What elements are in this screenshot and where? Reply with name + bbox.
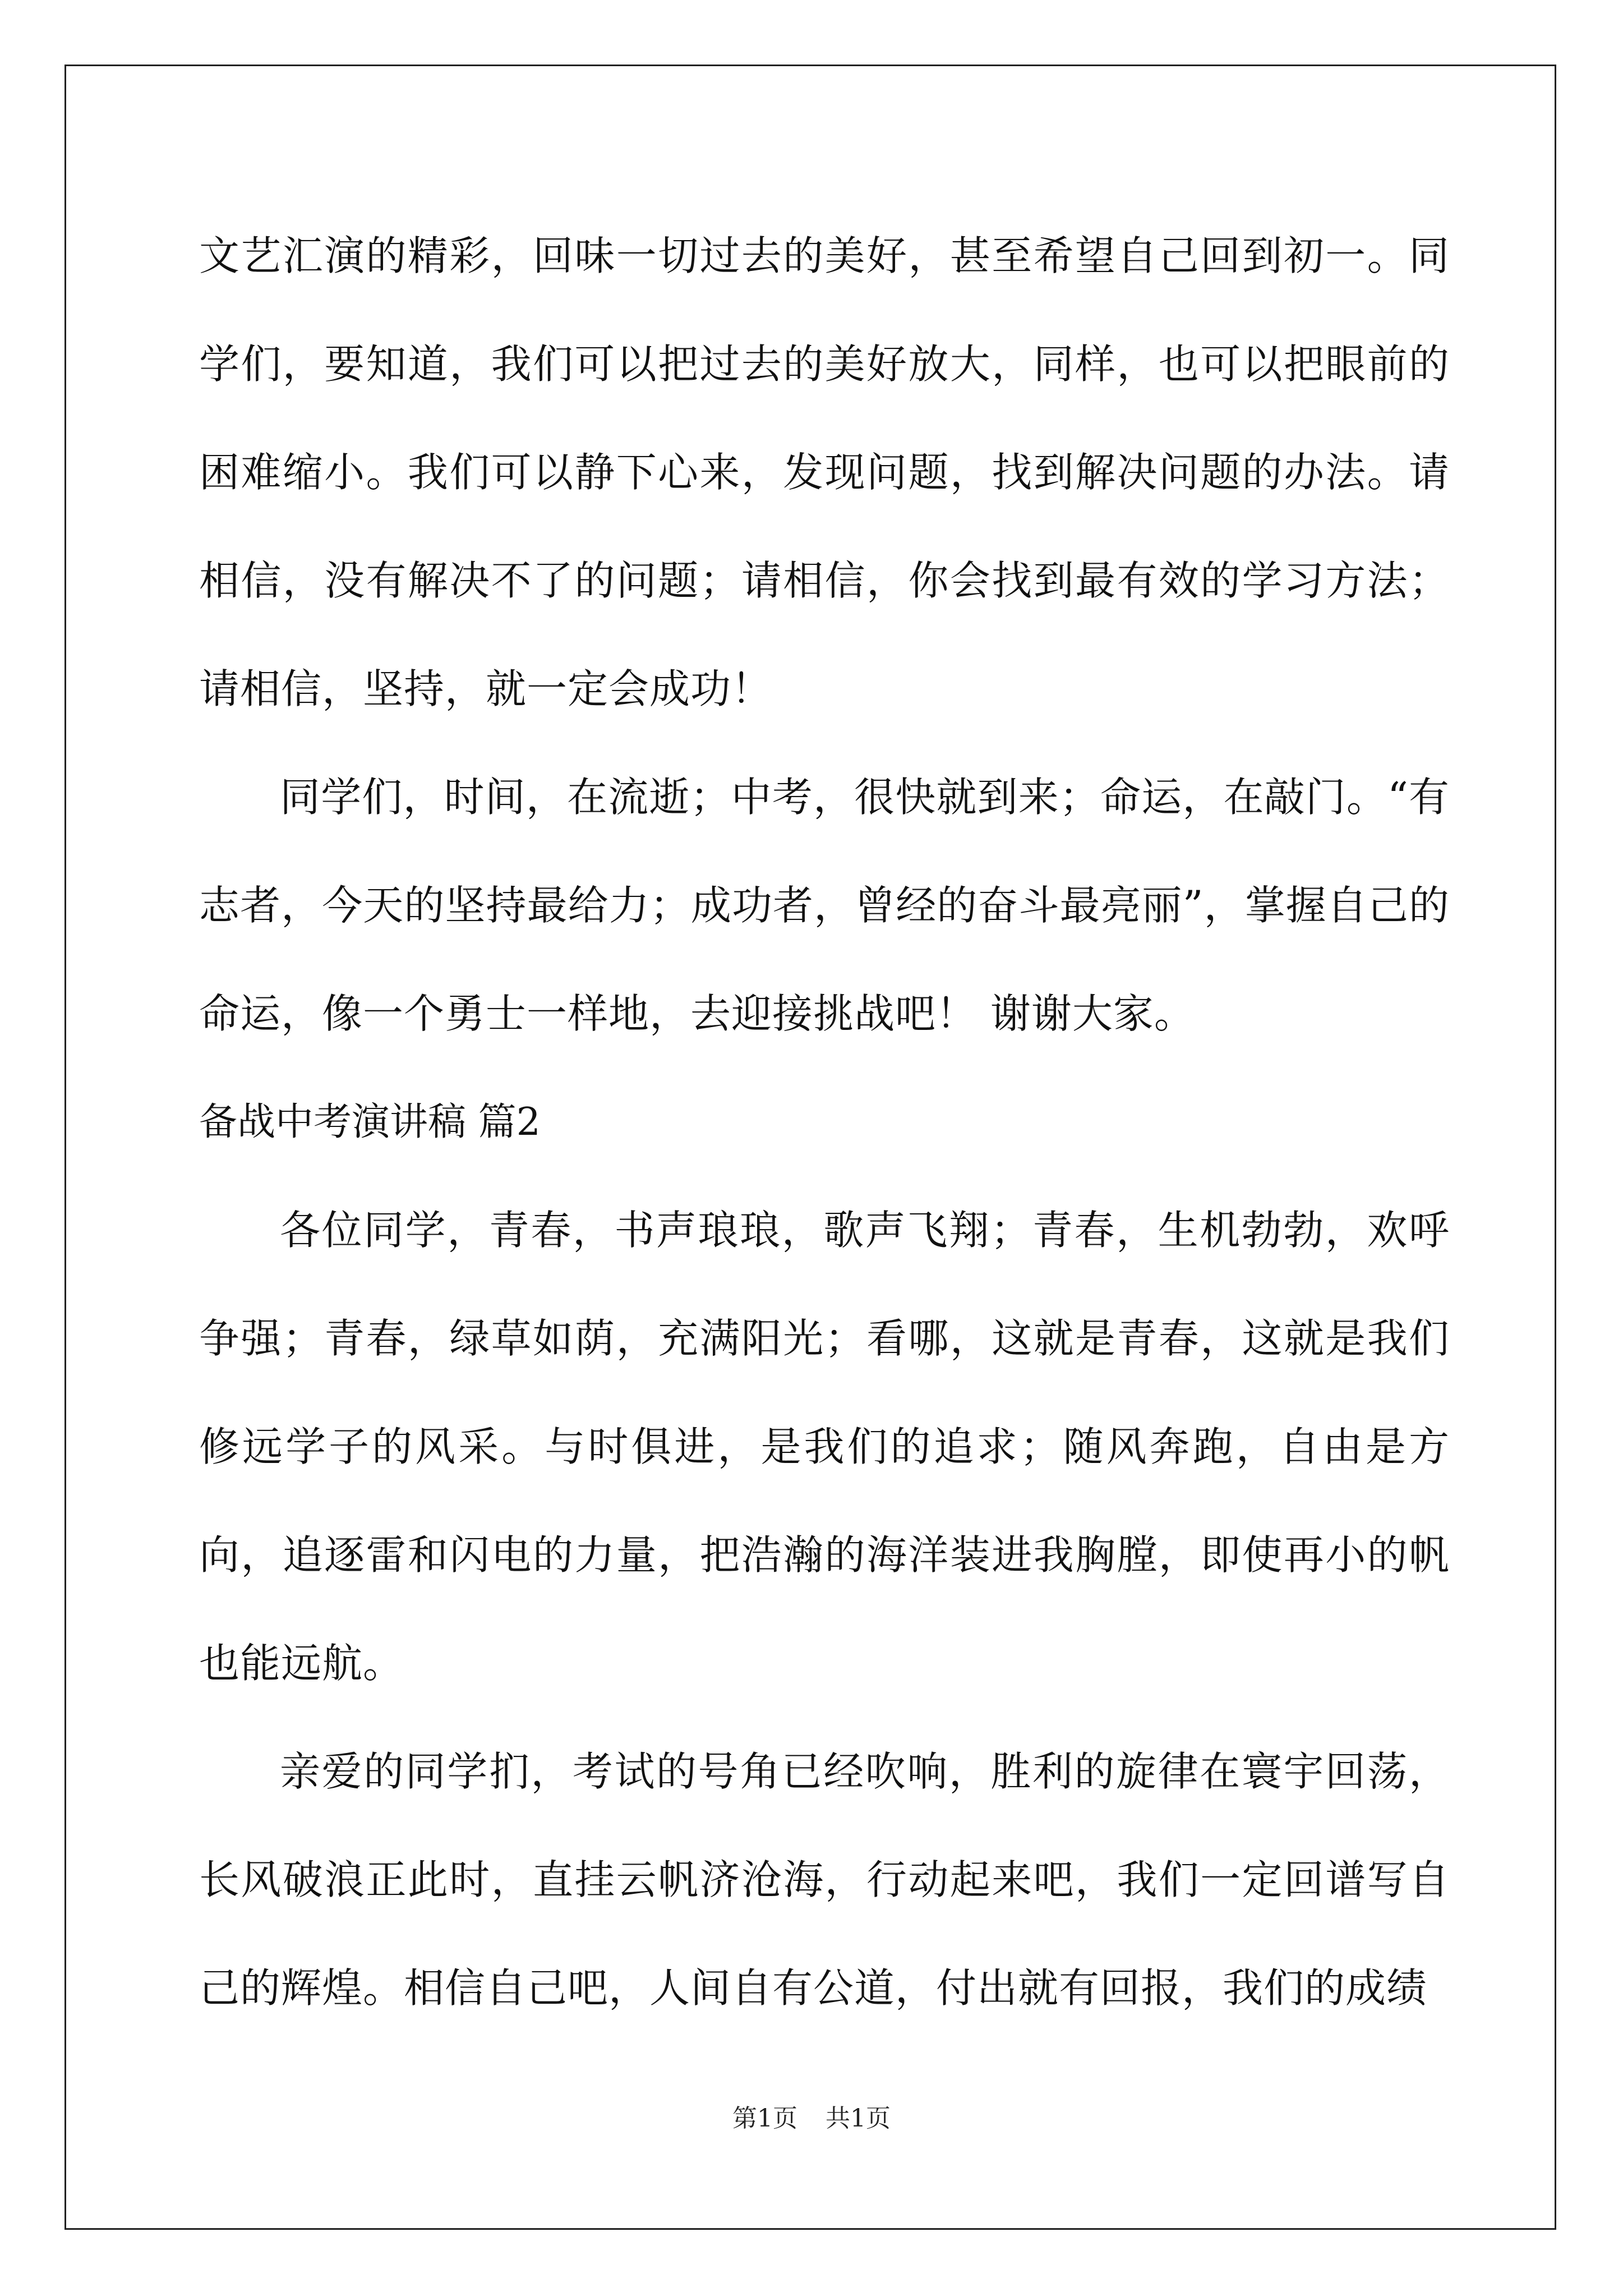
- page-number: 第1页: [732, 2104, 797, 2133]
- page-total: 共1页: [826, 2104, 891, 2133]
- paragraph-2: 同学们，时间，在流逝；中考，很快就到来；命运，在敲门。“有志者，今天的坚持最给力；成功者，曾经的奋斗最亮丽”，掌握自己的命运，像一个勇士一样地，去迎接挑战吧！ 谢谢大家。: [199, 774, 1450, 1037]
- paragraph-4: 亲爱的同学扪，考试的号角已经吹响，胜利的旋律在寰宇回荡，长风破浪正此时，直挂云帆济沧海，行动起来吧，我们一定回谱写自己的辉煌。相信自己吧，人间自有公道，付出就有回报，我们的成绩: [199, 1748, 1450, 2012]
- paragraph-1: 文艺汇演的精彩，回味一切过去的美好，甚至希望自己回到初一。同学们，要知道，我们可以把过去的美好放大，同样，也可以把眼前的困难缩小。我们可以静下心来，发现问题，找到解决问题的办法。请相信，没有解决不了的问题；请相信，你会找到最有效的学习方法；请相信，坚持，就一定会成功！: [199, 232, 1450, 712]
- paragraph-3: 各位同学，青春，书声琅琅，歌声飞翔；青春，生机勃勃，欢呼争强；青春，绿草如荫，充满阳光；看哪，这就是青春，这就是我们修远学子的风采。与时俱进，是我们的追求；随风奔跑，自由是方向，追逐雷和闪电的力量，把浩瀚的海洋装进我胸膛，即使再小的帆也能远航。: [199, 1207, 1450, 1687]
- document-body: [199, 202, 1450, 2042]
- page-footer: [0, 2098, 1623, 2134]
- section-heading: 备战中考演讲稿 篇2: [199, 1100, 541, 1144]
